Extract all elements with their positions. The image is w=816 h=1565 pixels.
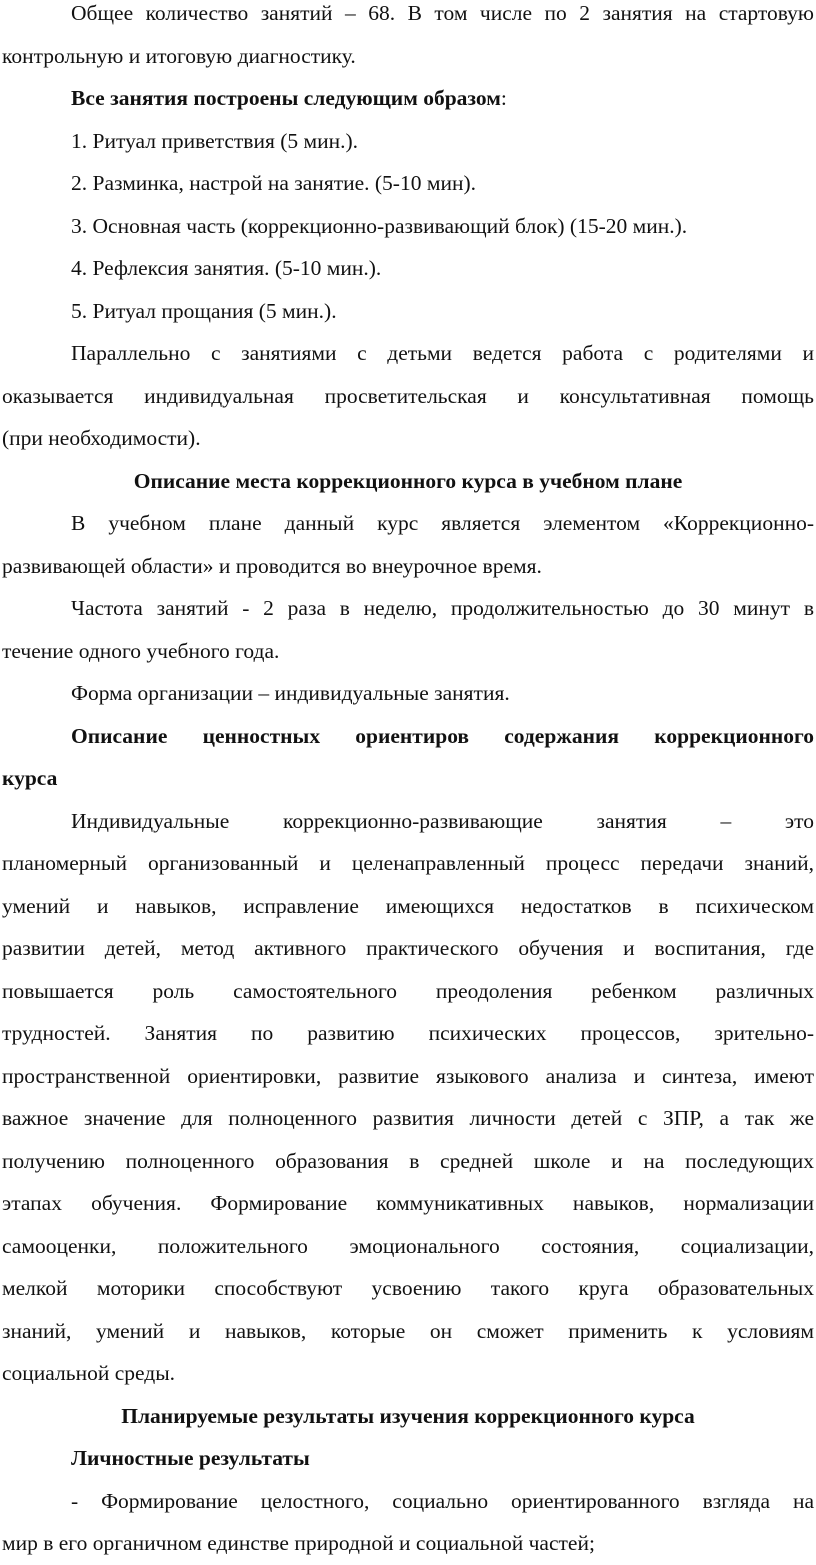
text-line: важное значение для полноценного развития личности детей с ЗПР, а так же — [2, 1106, 814, 1130]
text-line: Общее количество занятий – 68. В том числе по 2 занятия на стартовую — [71, 1, 814, 25]
text-line: планомерный организованный и целенаправленный процесс передачи знаний, — [2, 851, 814, 875]
text-line: оказывается индивидуальная просветительская и консультативная помощь — [2, 383, 814, 408]
text-line: - Формирование целостного, социально ориентированного взгляда на — [71, 1488, 814, 1513]
text-line: знаний, умений и навыков, которые он сможет применить к условиям — [2, 1318, 814, 1343]
section-heading: Описание места коррекционного курса в учебном плане — [133, 468, 683, 493]
list-item: 4. Рефлексия занятия. (5-10 мин.). — [71, 256, 382, 280]
text-line: контрольную и итоговую диагностику. — [2, 43, 356, 68]
section-heading: Описание ценностных ориентиров содержания коррекционного — [71, 723, 814, 748]
text-line: получению полноценного образования в средней школе и на последующих — [2, 1148, 814, 1173]
section-heading: курса — [2, 766, 58, 790]
list-item: 5. Ритуал прощания (5 мин.). — [71, 298, 337, 323]
text-line: этапах обучения. Формирование коммуникативных навыков, нормализации — [2, 1191, 814, 1215]
text-line: социальной среды. — [2, 1361, 176, 1385]
text-line: пространственной ориентировки, развитие языкового анализа и синтеза, имеют — [2, 1063, 814, 1088]
text-line: В учебном плане данный курс является элементом «Коррекционно- — [71, 511, 814, 535]
text-line: (при необходимости). — [2, 426, 201, 450]
text-line: Частота занятий - 2 раза в неделю, продолжительностью до 30 минут в — [71, 596, 814, 620]
text-line: развитии детей, метод активного практического обучения и воспитания, где — [2, 936, 814, 960]
text-line: течение одного учебного года. — [2, 638, 280, 663]
list-item: 3. Основная часть (коррекционно-развивающий блок) (15-20 мин.). — [71, 213, 688, 238]
text-line: умений и навыков, исправление имеющихся недостатков в психическом — [2, 893, 814, 918]
text-line: развивающей области» и проводится во внеурочное время. — [2, 553, 542, 578]
text-line: повышается роль самостоятельного преодоления ребенком различных — [2, 978, 814, 1003]
text-line: Параллельно с занятиями с детьми ведется работа с родителями и — [71, 341, 814, 365]
text-line: мир в его органичном единстве природной и социальной частей; — [2, 1531, 595, 1555]
list-item: 2. Разминка, настрой на занятие. (5-10 мин). — [71, 171, 476, 195]
text-line: Индивидуальные коррекционно-развивающие занятия – это — [71, 808, 814, 833]
text-line: Форма организации – индивидуальные занятия. — [71, 681, 510, 705]
colon: : — [500, 86, 507, 110]
text-line: трудностей. Занятия по развитию психических процессов, зрительно- — [2, 1021, 814, 1045]
text-line: мелкой моторики способствуют усвоению такого круга образовательных — [2, 1276, 814, 1300]
list-item: 1. Ритуал приветствия (5 мин.). — [71, 128, 359, 153]
bold-lead: Все занятия построены следующим образом — [71, 86, 501, 110]
subsection-heading: Личностные результаты — [71, 1446, 310, 1470]
section-heading: Планируемые результаты изучения коррекционного курса — [121, 1403, 695, 1428]
text-line — [2, 77, 814, 120]
text-line: самооценки, положительного эмоционального состояния, социализации, — [2, 1233, 814, 1258]
